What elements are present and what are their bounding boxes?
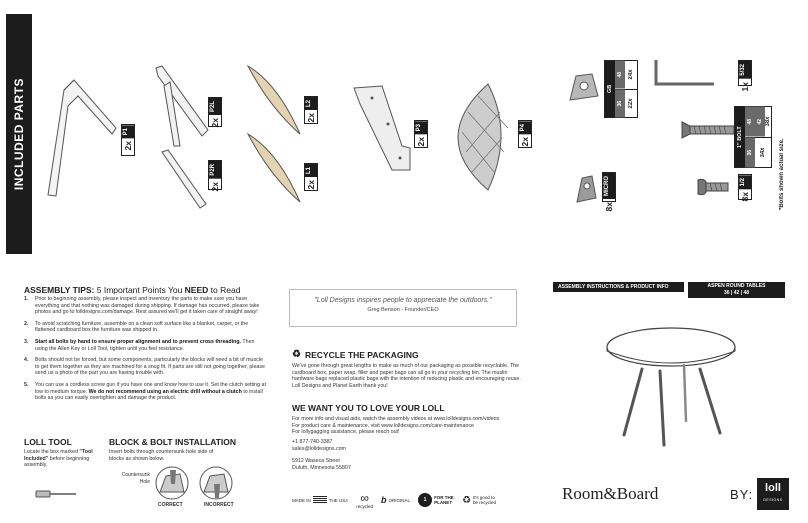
tips-heading-suffix: to Read (210, 285, 241, 295)
gb-code: GB (605, 61, 615, 117)
love-line: For product care & maintenance, visit www.lolldesigns.com/care-maintenance (292, 422, 474, 429)
love-line: For more info and visual aids, watch the assembly videos at www.lolldesigns.com/videos (292, 416, 500, 422)
tip-text: You can use a cordless screw gun if you have one and know how to use it. Set the clutch setting at low to medium torque. (35, 381, 266, 395)
micro-code: MICRO (603, 173, 615, 199)
good-to-text: It's good to (473, 495, 495, 500)
bolt-1in-table (734, 106, 772, 168)
recycle-text: We've gone through great lengths to make as much of our packaging as possible recyclable. The cardboard box, paper wrap, filler and paper bags can all go in your recycling bin. The muslin hardware bags replaced plastic bags with the intention of reducing plastic and encouraging reuse. Loll Designs and Planet Earth thank you! (292, 363, 521, 389)
bolt-half-qty: 8x (740, 192, 750, 202)
gb-size-48: 48 (615, 61, 625, 89)
bolt-1in-size-48: 48 (745, 107, 755, 137)
original-mark-icon: b (381, 495, 387, 505)
good-to-recycle-logo (462, 495, 496, 506)
quote-box (289, 289, 517, 327)
contact-email: sales@lolldesigns.com (292, 445, 346, 452)
block-bolt-text: Insert bolts through countersunk hole side of blocks as shown below. (109, 449, 214, 462)
micro-block-drawing (574, 174, 598, 204)
quote-author: Greg Benson - Founder/CEO (367, 307, 439, 313)
recycle-heading (292, 350, 524, 360)
part-code: L1 (305, 164, 317, 177)
part-code: P4 (519, 121, 531, 134)
tips-heading-middle: 5 Important Points You (96, 285, 183, 295)
recycle-icon: ♻ (292, 349, 301, 360)
recycle-symbol-icon: ♻ (462, 494, 472, 506)
tip-text: Then using the Allen Key or Loll Tool, tighten until you feel resistance. (35, 338, 255, 352)
love-line: For lollygagging assistance, please reach out! (292, 429, 400, 436)
part-code: P1 (122, 125, 134, 138)
product-sizes: 36 | 42 | 48 (723, 290, 750, 296)
tip-text: Prior to beginning assembly, please inspect and inventory the parts to make sure you have everything and that nothing was damaged during shipping. If damage has occurred, please take photos and go to lolldesigns.com/damage. Rest assured we'll get it taken care of straight away! (35, 296, 260, 316)
tips-heading-prefix: ASSEMBLY TIPS: (24, 285, 95, 295)
tip-item (24, 296, 268, 316)
made-in-text: MADE IN (292, 497, 311, 503)
quote-text: "Loll Designs inspires people to appreciate the outdoors." (314, 297, 492, 304)
tip-item (24, 339, 268, 352)
micro-qty: 8x (604, 202, 614, 212)
loll-tool-icon (24, 485, 84, 503)
tip-number: 3. (24, 338, 29, 345)
bolt-1in-qty-a: 38x (765, 116, 771, 127)
bolt-1in-qty-b: 34x (760, 147, 766, 158)
bolt-half-code: 1/2 (739, 175, 751, 189)
contact-block (292, 439, 492, 471)
contact-city: Duluth, Minnesota 55807 (292, 464, 351, 471)
room-and-board-logo: Room&Board (562, 484, 659, 503)
original-logo (381, 495, 410, 505)
micro-tag (602, 172, 616, 212)
recycled-logo (356, 492, 373, 509)
assembly-tips-list (24, 296, 268, 407)
certification-logos (292, 488, 528, 512)
part-code: P2R (209, 161, 221, 179)
part-qty: 2x (416, 137, 426, 147)
be-recycled-text: be recycled (473, 500, 497, 505)
part-p1-tag (121, 124, 135, 156)
contact-street: 5912 Waseca Street (292, 458, 340, 465)
part-qty: 2x (210, 181, 220, 192)
correct-install-diagram (152, 466, 194, 500)
part-qty: 2x (520, 137, 530, 147)
included-parts-band (6, 14, 32, 254)
round-table-drawing (602, 325, 740, 447)
loll-tool-title: LOLL TOOL (24, 437, 72, 447)
part-p2l-tag (208, 97, 222, 127)
original-text: ORIGINAL (388, 497, 411, 503)
instructions-header-bar: ASSEMBLY INSTRUCTIONS & PRODUCT INFO (553, 282, 684, 292)
tip-text-end: to install bolts as you can easily overtighten and damage the product. (35, 388, 263, 402)
part-p3-drawing (352, 84, 412, 174)
gb-qty-b: 22x (628, 98, 634, 109)
tip-item (24, 321, 268, 334)
allen-key-icon (652, 58, 718, 88)
bolt-half-tag (738, 174, 752, 200)
part-code: L2 (305, 97, 317, 110)
allen-key-code: 5/32 (739, 61, 751, 79)
tip-bold-text: We do not recommend using an electric drill without a clutch (88, 388, 242, 395)
part-code: P2L (209, 98, 221, 115)
tip-item (24, 382, 268, 402)
allen-key-qty: 1x (740, 81, 750, 92)
recycle-section (292, 350, 524, 389)
by-label: BY: (730, 487, 754, 502)
correct-label: CORRECT (158, 502, 183, 508)
part-l1-tag (304, 163, 318, 191)
part-p3-tag (414, 120, 428, 148)
product-title: ASPEN ROUND TABLES (707, 283, 766, 289)
bolt-1in-size-36: 36 (745, 138, 755, 168)
part-p4-drawing (448, 82, 514, 192)
part-l1-drawing (244, 132, 304, 204)
tip-number: 2. (24, 320, 29, 327)
included-parts-title: INCLUDED PARTS (12, 77, 26, 191)
contact-phone: +1 877-740-3387 (292, 439, 333, 445)
product-header-bar (688, 282, 785, 298)
gb-qty-a: 24x (628, 69, 634, 80)
gb-quantity-table (604, 60, 638, 118)
the-usa-text: THE USA (328, 497, 349, 503)
bolt-1in-size-42: 42 (755, 107, 765, 137)
part-qty: 2x (210, 118, 220, 128)
recycled-icon: ∞ (360, 490, 369, 505)
tips-heading-need: NEED (184, 285, 209, 295)
tip-text: To avoid scratching furniture, assemble on a clean soft surface like a blanket, carpet, or the flattened cardboard box the furniture was shipped in. (35, 320, 249, 334)
part-p2l-drawing (150, 66, 210, 146)
block-bolt-title: BLOCK & BOLT INSTALLATION (109, 437, 237, 447)
part-l2-drawing (244, 64, 304, 136)
love-title: WE WANT YOU TO LOVE YOUR LOLL (292, 403, 445, 413)
countersunk-hole-label: Countersunk Hole (121, 472, 150, 485)
loll-designs-logo (757, 478, 789, 510)
tip-number: 1. (24, 296, 29, 302)
part-p2r-drawing (160, 150, 210, 210)
bolt-1in-code: 1" BOLT (735, 107, 745, 167)
assembly-tips-heading (24, 285, 240, 295)
planet-logo (418, 493, 454, 507)
part-qty: 2x (306, 113, 316, 123)
tip-number: 5. (24, 381, 29, 388)
allen-key-tag (738, 60, 752, 92)
usa-flag-icon (313, 496, 327, 504)
loll-logo-word: loll (765, 482, 781, 494)
part-qty: 2x (306, 180, 316, 190)
loll-logo-sub: DESIGNS (763, 498, 783, 502)
block-bolt-section (109, 437, 269, 462)
tip-item (24, 357, 268, 377)
loll-tool-text (24, 449, 96, 469)
tip-number: 4. (24, 357, 29, 364)
bolts-actual-size-note: *Bolts shown actual size. (779, 138, 785, 210)
planet-percent-icon: 1 (418, 493, 432, 507)
recycled-text: recycled (356, 503, 374, 509)
part-l2-tag (304, 96, 318, 124)
part-qty: 2x (123, 141, 133, 151)
gb-size-36: 36 (615, 90, 625, 118)
loll-tool-text-c: before beginning assembly. (24, 455, 90, 469)
loll-tool-text-b: "Tool Included" (24, 449, 93, 462)
bolt-1in-icon (680, 120, 736, 140)
part-p4-tag (518, 120, 532, 148)
loll-tool-section (24, 437, 96, 508)
bolt-half-icon (696, 178, 730, 196)
made-in-usa-logo (292, 496, 348, 504)
part-p1-drawing (38, 70, 118, 200)
gb-block-drawing (566, 70, 602, 106)
loll-tool-text-a: Locate the box marked (24, 449, 78, 455)
planet-text: FOR THE PLANET (434, 495, 454, 505)
recycle-title: RECYCLE THE PACKAGING (304, 350, 419, 360)
part-p2r-tag (208, 160, 222, 190)
incorrect-install-diagram (196, 466, 238, 500)
tip-bold-text: Start all bolts by hand to ensure proper alignment and to prevent cross threading. (35, 338, 242, 345)
love-section (292, 403, 524, 436)
tip-text: Bolts should not be forced, but some components, particularly the blocks will need a bit of muscle to get them together as they are machined for a snug fit. If parts are still not going together, please send us a photo of the part you are having trouble with. (35, 357, 265, 377)
part-code: P3 (415, 121, 427, 134)
incorrect-label: INCORRECT (204, 502, 234, 508)
